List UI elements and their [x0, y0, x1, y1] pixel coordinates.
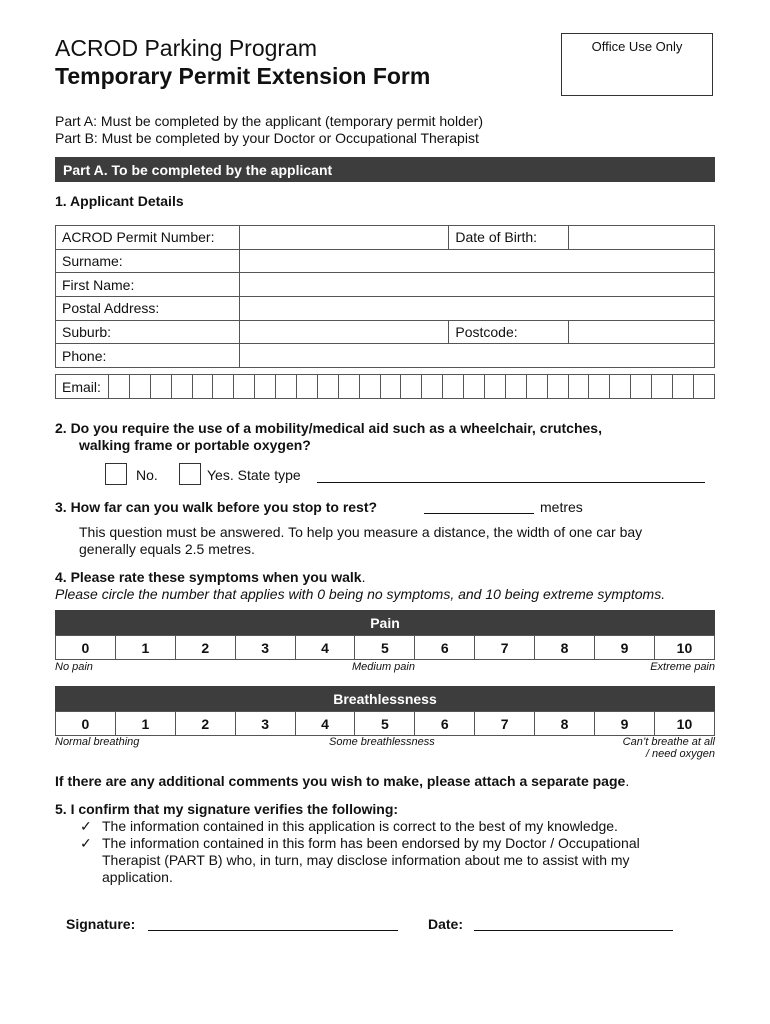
- yes-label: Yes. State type: [207, 467, 301, 483]
- date-label: Date:: [428, 916, 464, 932]
- email-char-box[interactable]: [609, 375, 630, 398]
- breath-scale-1[interactable]: 1: [115, 712, 175, 736]
- email-char-box[interactable]: [526, 375, 547, 398]
- email-char-box[interactable]: [693, 375, 714, 398]
- email-char-box[interactable]: [630, 375, 651, 398]
- table-row: [56, 249, 715, 273]
- signature-label: Signature:: [66, 916, 136, 932]
- form-title-line2: Temporary Permit Extension Form: [55, 63, 431, 89]
- breath-scale-6[interactable]: 6: [415, 712, 475, 736]
- email-char-box[interactable]: [108, 375, 129, 398]
- first-name-field[interactable]: [239, 273, 714, 297]
- table-row: [56, 320, 715, 344]
- email-char-box[interactable]: [129, 375, 150, 398]
- office-use-label: Office Use Only: [591, 39, 683, 54]
- email-char-box[interactable]: [400, 375, 421, 398]
- postal-address-label: Postal Address:: [56, 297, 240, 321]
- yes-checkbox[interactable]: [179, 463, 201, 485]
- breath-scale-0[interactable]: 0: [56, 712, 116, 736]
- q1-title: 1. Applicant Details: [55, 193, 184, 209]
- email-char-box[interactable]: [651, 375, 672, 398]
- q5-item1: The information contained in this application is correct to the best of my knowledge.: [102, 818, 618, 834]
- first-name-label: First Name:: [56, 273, 240, 297]
- permit-number-label: ACROD Permit Number:: [56, 226, 240, 250]
- email-char-box[interactable]: [588, 375, 609, 398]
- breath-high-line2: / need oxygen: [645, 748, 715, 760]
- permit-number-field[interactable]: [239, 226, 449, 250]
- intro-part-a: Part A: Must be completed by the applicant (temporary permit holder): [55, 113, 483, 129]
- suburb-label: Suburb:: [56, 320, 240, 344]
- breath-scale-10[interactable]: 10: [654, 712, 714, 736]
- email-char-box[interactable]: [484, 375, 505, 398]
- email-field[interactable]: [108, 375, 714, 398]
- pain-scale-7[interactable]: 7: [475, 636, 535, 660]
- email-char-box[interactable]: [150, 375, 171, 398]
- pain-scale-6[interactable]: 6: [415, 636, 475, 660]
- breath-scale-5[interactable]: 5: [355, 712, 415, 736]
- pain-header: Pain: [55, 610, 715, 635]
- pain-high-label: Extreme pain: [650, 661, 715, 673]
- signature-input[interactable]: [148, 930, 398, 931]
- postcode-label: Postcode:: [449, 320, 569, 344]
- suburb-field[interactable]: [239, 320, 449, 344]
- breathlessness-header: Breathlessness: [55, 686, 715, 711]
- pain-scale-10[interactable]: 10: [654, 636, 714, 660]
- phone-label: Phone:: [56, 344, 240, 368]
- postcode-field[interactable]: [569, 320, 715, 344]
- pain-low-label: No pain: [55, 661, 93, 673]
- q5-title: 5. I confirm that my signature verifies the following:: [55, 801, 399, 817]
- pain-scale-4[interactable]: 4: [295, 636, 355, 660]
- applicant-details-table: [55, 225, 715, 368]
- check-icon: ✓: [80, 835, 92, 851]
- check-icon: ✓: [80, 818, 92, 834]
- q5-item2-line2: Therapist (PART B) who, in turn, may disclose information about me to assist with my: [102, 852, 630, 868]
- q4-title-wrap: [55, 569, 365, 585]
- q4-instruction: Please circle the number that applies with 0 being no symptoms, and 10 being extreme symptoms.: [55, 586, 666, 602]
- walk-distance-input[interactable]: [424, 513, 534, 514]
- pain-mid-label: Medium pain: [352, 661, 415, 673]
- email-char-box[interactable]: [380, 375, 401, 398]
- no-checkbox[interactable]: [105, 463, 127, 485]
- email-char-box[interactable]: [192, 375, 213, 398]
- phone-field[interactable]: [239, 344, 714, 368]
- email-row: [55, 374, 715, 399]
- email-char-box[interactable]: [275, 375, 296, 398]
- q4-title: 4. Please rate these symptoms when you walk: [55, 569, 362, 585]
- email-char-box[interactable]: [317, 375, 338, 398]
- email-char-box[interactable]: [463, 375, 484, 398]
- surname-field[interactable]: [239, 249, 714, 273]
- email-char-box[interactable]: [568, 375, 589, 398]
- q2-line1: 2. Do you require the use of a mobility/medical aid such as a wheelchair, crutches,: [55, 420, 602, 436]
- table-row: [56, 273, 715, 297]
- pain-scale: [55, 635, 715, 660]
- q3-note-line1: This question must be answered. To help you measure a distance, the width of one car bay: [79, 524, 643, 540]
- breath-scale-9[interactable]: 9: [595, 712, 655, 736]
- comments-note: If there are any additional comments you wish to make, please attach a separate page: [55, 773, 626, 789]
- pain-scale-1[interactable]: 1: [115, 636, 175, 660]
- no-label: No.: [136, 467, 158, 483]
- date-input[interactable]: [474, 930, 673, 931]
- email-char-box[interactable]: [296, 375, 317, 398]
- pain-scale-2[interactable]: 2: [175, 636, 235, 660]
- surname-label: Surname:: [56, 249, 240, 273]
- pain-scale-3[interactable]: 3: [235, 636, 295, 660]
- aid-type-input[interactable]: [317, 482, 705, 483]
- q5-item2-line3: application.: [102, 869, 173, 885]
- table-row: [56, 226, 715, 250]
- email-char-box[interactable]: [233, 375, 254, 398]
- email-char-box[interactable]: [672, 375, 693, 398]
- q3-note-line2: generally equals 2.5 metres.: [79, 541, 255, 557]
- table-row: [56, 344, 715, 368]
- dob-label: Date of Birth:: [449, 226, 569, 250]
- email-char-box[interactable]: [254, 375, 275, 398]
- table-row: [56, 297, 715, 321]
- breathlessness-scale: [55, 711, 715, 736]
- email-char-box[interactable]: [212, 375, 233, 398]
- q3-title: 3. How far can you walk before you stop to rest?: [55, 499, 378, 515]
- pain-scale-8[interactable]: 8: [535, 636, 595, 660]
- breath-high-line1: Can’t breathe at all: [622, 736, 715, 748]
- email-char-box[interactable]: [171, 375, 192, 398]
- q5-item2-line1: The information contained in this form has been endorsed by my Doctor / Occupational: [102, 835, 640, 851]
- intro-part-b: Part B: Must be completed by your Doctor or Occupational Therapist: [55, 130, 479, 146]
- postal-address-field[interactable]: [239, 297, 714, 321]
- breath-scale-2[interactable]: 2: [175, 712, 235, 736]
- email-char-box[interactable]: [505, 375, 526, 398]
- breath-mid-label: Some breathlessness: [329, 736, 435, 748]
- email-char-box[interactable]: [359, 375, 380, 398]
- email-char-box[interactable]: [338, 375, 359, 398]
- pain-scale-0[interactable]: 0: [56, 636, 116, 660]
- pain-scale-5[interactable]: 5: [355, 636, 415, 660]
- section-a-header: Part A. To be completed by the applicant: [55, 157, 715, 182]
- breath-low-label: Normal breathing: [55, 736, 140, 748]
- breath-scale-8[interactable]: 8: [535, 712, 595, 736]
- q2-line2: walking frame or portable oxygen?: [79, 437, 311, 453]
- email-char-box[interactable]: [547, 375, 568, 398]
- dob-field[interactable]: [569, 226, 715, 250]
- breath-scale-3[interactable]: 3: [235, 712, 295, 736]
- breath-high-label: [623, 736, 715, 760]
- email-char-box[interactable]: [442, 375, 463, 398]
- email-label: Email:: [62, 379, 101, 395]
- table-row: [56, 636, 715, 660]
- email-char-box[interactable]: [421, 375, 442, 398]
- breath-scale-4[interactable]: 4: [295, 712, 355, 736]
- comments-note-wrap: [55, 773, 629, 789]
- q4-title-end: .: [361, 569, 366, 585]
- comments-note-end: .: [625, 773, 630, 789]
- form-title-line1: ACROD Parking Program: [55, 35, 318, 61]
- office-use-box: [561, 33, 713, 96]
- breath-scale-7[interactable]: 7: [475, 712, 535, 736]
- q3-unit: metres: [540, 499, 583, 515]
- table-row: [56, 712, 715, 736]
- pain-scale-9[interactable]: 9: [595, 636, 655, 660]
